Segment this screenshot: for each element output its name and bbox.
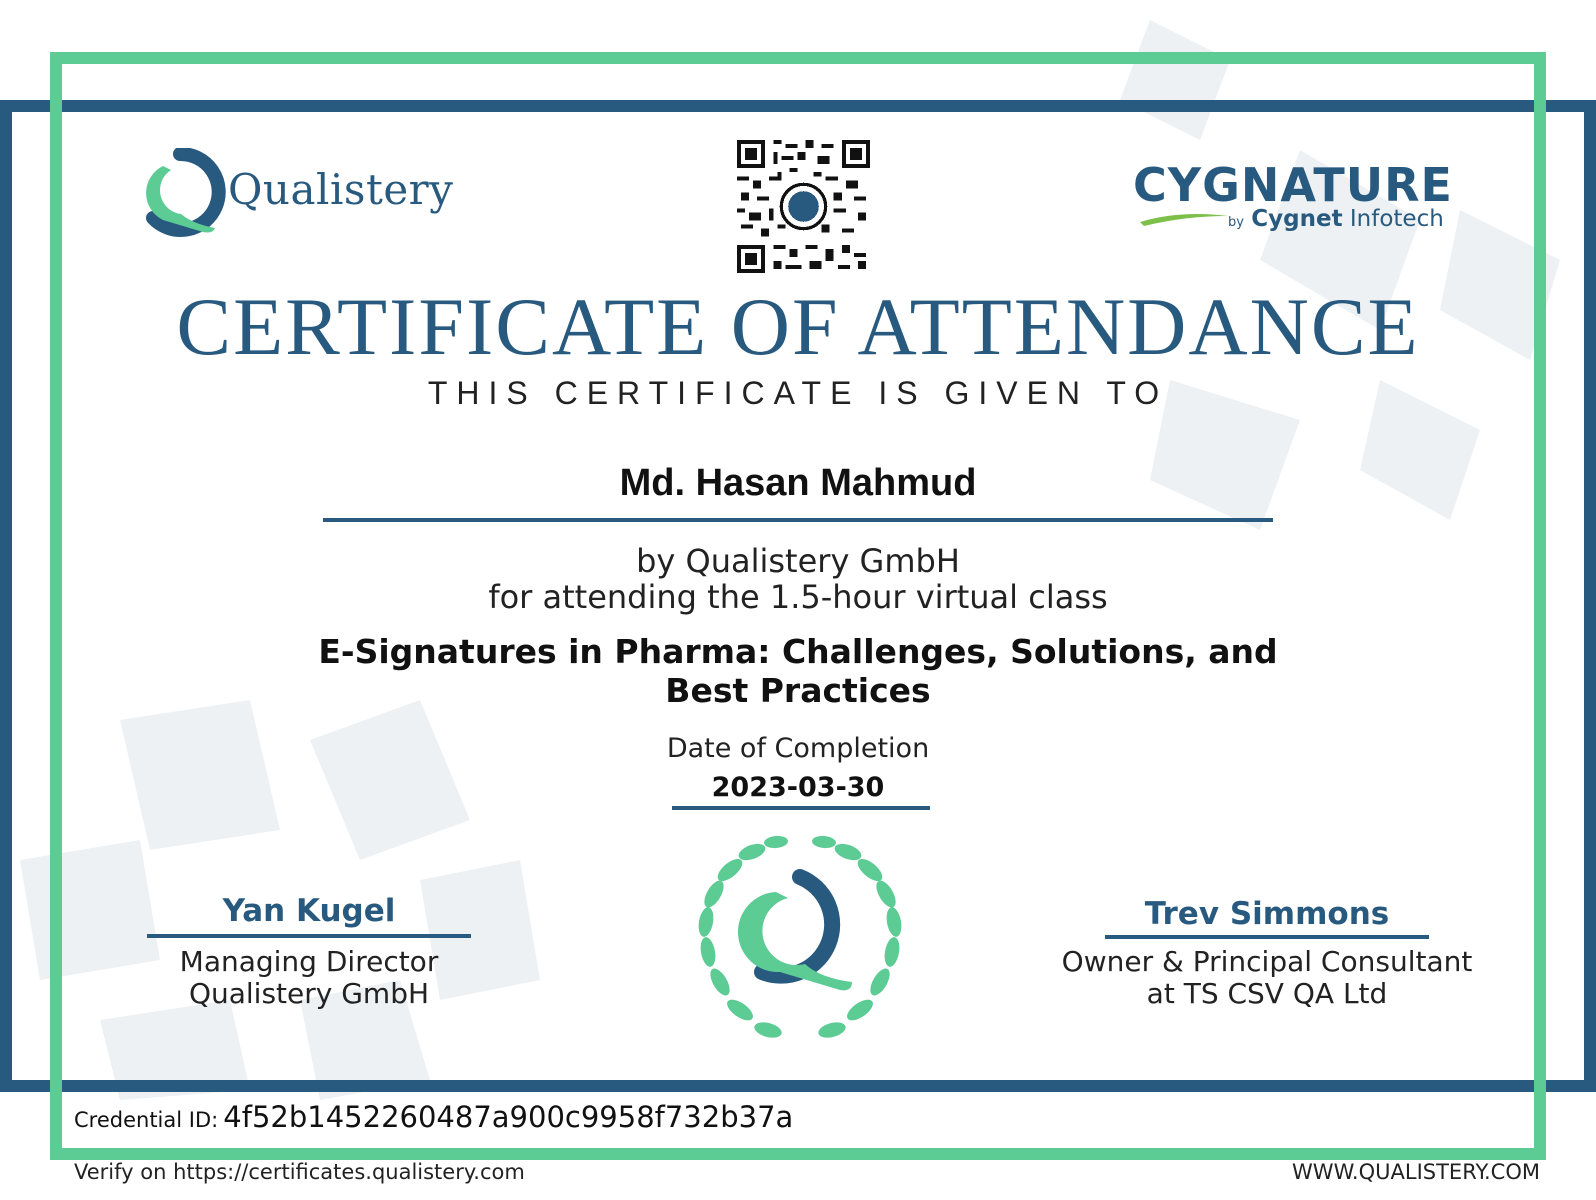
cygnature-by-text: by (1228, 215, 1244, 230)
issuer-line: by Qualistery GmbH (636, 542, 960, 580)
laurel-emblem-icon (680, 832, 920, 1052)
signatory-left-role-line2: Qualistery GmbH (188, 977, 430, 1010)
signatory-right-role-line1: Owner & Principal Consultant (1061, 945, 1473, 978)
website-link[interactable]: WWW.QUALISTERY.COM (1292, 1160, 1540, 1184)
attendance-line: for attending the 1.5-hour virtual class (488, 578, 1108, 616)
recipient-underline (323, 518, 1273, 522)
signatory-right-role-line2: at TS CSV QA Ltd (1146, 977, 1388, 1010)
date-label: Date of Completion (666, 733, 930, 764)
given-to-text: THIS CERTIFICATE IS GIVEN TO (427, 375, 1169, 411)
qr-code[interactable] (737, 140, 870, 273)
signatory-right-underline (1105, 935, 1429, 939)
cygnature-swoosh-icon (1140, 208, 1230, 228)
cygnature-company-bold: Cygnet (1251, 206, 1343, 232)
signatory-left-name: Yan Kugel (222, 893, 396, 929)
cygnature-company-rest: Infotech (1342, 206, 1444, 232)
course-title-line1: E-Signatures in Pharma: Challenges, Solutions, and (318, 632, 1278, 671)
qualistery-logo-text: Qualistery (228, 165, 454, 214)
recipient-name: Md. Hasan Mahmud (619, 462, 977, 504)
signatory-left-underline (147, 934, 471, 938)
course-title (300, 632, 1296, 710)
verify-link[interactable]: Verify on https://certificates.qualistery.com (74, 1160, 525, 1184)
qualistery-logo-icon (133, 148, 228, 240)
date-underline (672, 806, 930, 810)
date-value: 2023-03-30 (711, 772, 885, 803)
certificate-title: CERTIFICATE OF ATTENDANCE (176, 281, 1420, 372)
cygnature-logo-title: CYGNATURE (1133, 158, 1453, 212)
credential-label: Credential ID: (74, 1108, 219, 1132)
credential-value: 4f52b1452260487a900c9958f732b37a (223, 1100, 794, 1134)
cygnature-logo-subtitle (1228, 206, 1444, 232)
credential-id (74, 1100, 793, 1134)
signatory-left-role-line1: Managing Director (179, 945, 439, 978)
signatory-right-role (1030, 946, 1504, 1010)
signatory-left-role (147, 946, 471, 1010)
signatory-right-name: Trev Simmons (1144, 896, 1390, 932)
course-title-line2: Best Practices (665, 671, 931, 710)
